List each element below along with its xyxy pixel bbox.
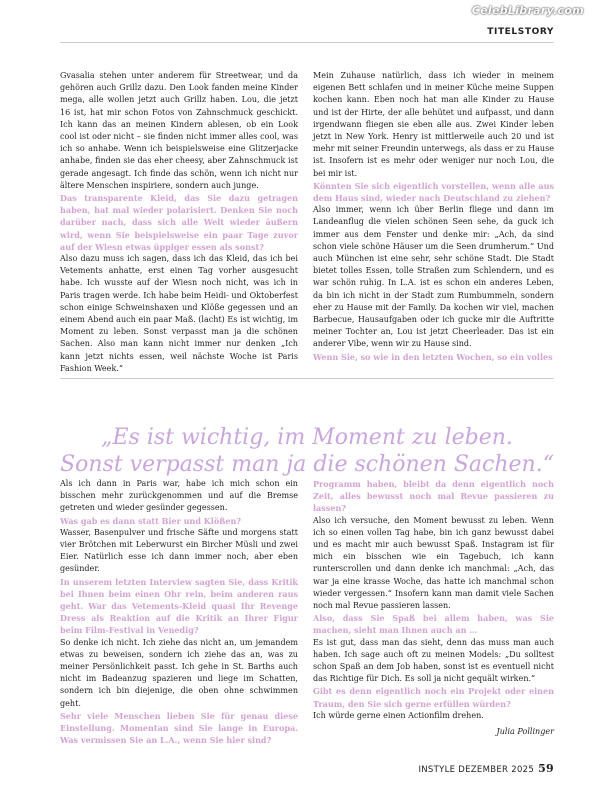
interview-question: Das transparente Kleid, das Sie dazu getragen haben, hat mal wieder polarisiert. Denken Sie noch darüber nach, dass sich alle Welt wieder äußern wird, wenn Sie beispielsweise ein paar Tage zuvor auf der Wiesn etwas üppiger essen als sonst?: [60, 193, 298, 252]
interview-question: Also, dass Sie Spaß bei allem haben, was Sie machen, sieht man Ihnen auch an …: [313, 613, 554, 636]
interview-answer: Es ist gut, dass man das sieht, denn das muss man auch haben. Ich sage auch oft zu meinen Models: „Du solltest schon Spaß an dem Job haben, sonst ist es eventuell nicht das Richtige für Dich. Es soll ja nicht gequält wirken.“: [313, 637, 554, 684]
footer-magazine: INSTYLE DEZEMBER 2025: [418, 765, 535, 775]
pull-quote-line-1: „Es ist wichtig, im Moment zu leben.: [101, 425, 513, 450]
interview-answer: Mein Zuhause natürlich, dass ich wieder in meinem eigenen Bett schlafen und in meiner Küche meine Suppen kochen kann. Eben noch hat man alle Kinder zu Hause und ist der Hirte, der alle behütet und aufpasst, und dann irgendwann fliegen sie eben alle aus. Zwei Kinder leben jetzt in New York. Henry ist mittlerweile auch 20 und ist mehr mit seiner Freundin unterwegs, als dass er zu Hause ist. Insofern ist es mehr oder weniger nur noch Lou, die bei mir ist.: [313, 71, 554, 178]
interview-answer: Also immer, wenn ich über Berlin fliege und dann im Landeanflug die vielen schönen Seen sehe, da guck ich immer aus dem Fenster und denke mir: „Ach, da sind schon viele schöne Häuser um die Seen drumherum.“ Und auch München ist eine sehr, sehr schöne Stadt. Die Stadt bietet tolles Essen, tolle Straßen zum Schlendern, und es war schön ruhig. In L.A. ist es schon ein anderes Leben, da bin ich nicht in der Stadt zum Rumbummeln, sondern eher zu Hause mit der Family. Da kochen wir viel, machen Barbecue, Hausaufgaben oder ich gucke mir die Auftritte meiner Tochter an, Lou ist jetzt Cheerleader. Das ist ein anderer Vibe, wenn wir zu Hause sind.: [313, 205, 554, 349]
interview-question: Könnten Sie sich eigentlich vorstellen, wenn alle aus dem Haus sind, wieder nach Deutschland zu ziehen?: [313, 180, 554, 204]
interview-answer: So denke ich nicht. Ich ziehe das nicht an, um jemandem etwas zu beweisen, sondern ich ziehe das an, was zu meiner Persönlichkeit passt. Ich gehe in St. Barths auch nicht im Badeanzug spazieren und liege im Schatten, sondern ich bin diejenige, die oben ohne schwimmen geht.: [60, 637, 298, 708]
column-right-top: [313, 70, 554, 363]
header-divider: [60, 42, 554, 43]
interview-answer: Als ich dann in Paris war, habe ich mich schon ein bisschen mehr zurückgenommen und auf die Bremse getreten und wieder gesünder gegessen.: [60, 479, 298, 513]
pull-quote-line-2: Sonst verpasst man ja die schönen Sachen.“: [60, 452, 554, 477]
interview-question: Programm haben, bleibt da denn eigentlich noch Zeit, alles bewusst noch mal Revue passieren zu lassen?: [313, 479, 554, 514]
interview-answer: Gvasalia stehen unter anderem für Streetwear, und da gehören auch Grillz dazu. Den Look fanden meine Kinder mega, alle wollen jetzt auch Grillz haben. Lou, die jetzt 16 ist, hat mir schon Fotos von Zahnschmuck geschickt. Ich kann das an meinen Kindern ablesen, ob ein Look cool ist oder nicht – sie finden nicht immer alles cool, was ich so anhabe. Wenn ich beispielsweise eine Glitzerjacke anhabe, finden sie das eher cheesy, aber Zahnschmuck ist gerade angesagt. Ich finde das schön, wenn ich nicht nur ältere Menschen inspiriere, sondern auch junge.: [60, 71, 298, 190]
interview-answer: Also dazu muss ich sagen, dass ich das Kleid, das ich bei Vetements anhatte, erst einen Tag vorher ausgesucht habe. Ich wusste auf der Wiesn noch nicht, was ich in Paris tragen werde. Ich habe beim Heidi- und Oktoberfest schon einige Schweinshaxen und Klöße gegessen und an einem Abend auch ein paar Maß. (lacht) Es ist wichtig, im Moment zu leben. Sonst verpasst man ja die schönen Sachen. Also man kann nicht immer nur denken „Ich kann jetzt nichts essen, weil nächste Woche ist Paris Fashion Week.“: [60, 254, 298, 373]
interview-question: Gibt es denn eigentlich noch ein Projekt oder einen Traum, den Sie sich gerne erfüllen würden?: [313, 686, 554, 709]
interview-answer: Wasser, Basenpulver und frische Säfte und morgens statt vier Brötchen mit Leberwurst ein Bircher Müsli und zwei Eier. Natürlich esse ich dann immer noch, aber eben gesünder.: [60, 527, 298, 574]
column-right-bottom: [313, 478, 554, 738]
section-label: TITELSTORY: [487, 27, 554, 37]
interview-question: Wenn Sie, so wie in den letzten Wochen, so ein volles: [313, 351, 553, 362]
watermark: CelebLibrary.com: [471, 4, 584, 17]
page-number: 59: [538, 762, 554, 775]
interview-question: In unserem letzten Interview sagten Sie, dass Kritik bei Ihnen beim einen Ohr rein, beim anderen raus geht. War das Vetements-Kleid quasi Ihr Revenge Dress als Reaktion auf die Kritik an Ihrer Figur beim Film-Festival in Venedig?: [60, 576, 298, 636]
page-footer: [418, 762, 554, 775]
pullquote-top-rule: [60, 378, 554, 379]
column-left-top: [60, 70, 298, 375]
author-signature: Julia Pollinger: [496, 727, 554, 737]
pull-quote: [60, 424, 554, 478]
interview-answer: Also ich versuche, den Moment bewusst zu leben. Wenn ich so einen vollen Tag habe, bin ich ganz bewusst dabei und es macht mir auch bewusst Spaß. Instagram ist für mich ein bisschen wie ein Tagebuch, ich kann runterscrollen und dann denke ich manchmal: „Ach, das war ja eine krasse Woche, das hatte ich manchmal schon wieder vergessen.“ Insofern kann man damit viele Sachen noch mal Revue passieren lassen.: [313, 515, 554, 611]
interview-question: Sehr viele Menschen lieben Sie für genau diese Einstellung. Momentan sind Sie lange in Europa. Was vermissen Sie an L.A., wenn Sie hier sind?: [60, 710, 298, 746]
column-left-bottom: [60, 478, 298, 746]
interview-question: Was gab es dann statt Bier und Klößen?: [60, 515, 242, 526]
interview-answer: Ich würde gerne einen Actionfilm drehen.: [313, 710, 484, 720]
